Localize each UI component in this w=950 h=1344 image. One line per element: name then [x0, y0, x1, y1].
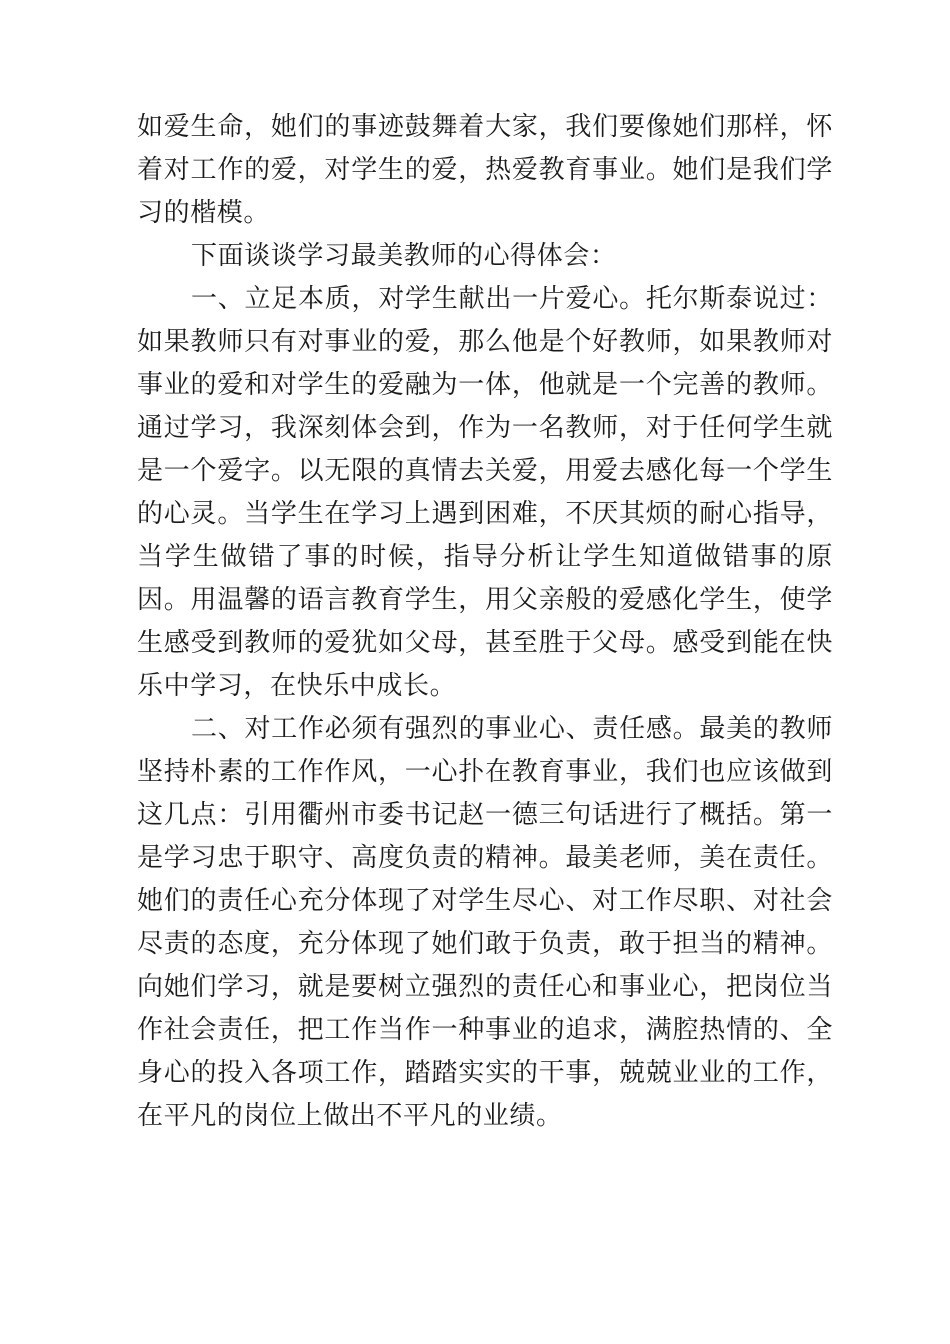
paragraph-point-one: 一、立足本质，对学生献出一片爱心。托尔斯泰说过：如果教师只有对事业的爱，那么他是个好教师，如果教师对事业的爱和对学生的爱融为一体，他就是一个完善的教师。通过学习，我深刻体会到，作为一名教师，对于任何学生就是一个爱字。以无限的真情去关爱，用爱去感化每一个学生的心灵。当学生在学习上遇到困难，不厌其烦的耐心指导，当学生做错了事的时候，指导分析让学生知道做错事的原因。用温馨的语言教育学生，用父亲般的爱感化学生，使学生感受到教师的爱犹如父母，甚至胜于父母。感受到能在快乐中学习，在快乐中成长。: [137, 284, 833, 701]
paragraph-intro: 下面谈谈学习最美教师的心得体会：: [191, 241, 617, 271]
document-body: [137, 106, 833, 1138]
paragraph-point-two: 二、对工作必须有强烈的事业心、责任感。最美的教师坚持朴素的工作作风，一心扑在教育事业，我们也应该做到这几点：引用衢州市委书记赵一德三句话进行了概括。第一是学习忠于职守、高度负责的精神。最美老师，美在责任。她们的责任心充分体现了对学生尽心、对工作尽职、对社会尽责的态度，充分体现了她们敢于负责，敢于担当的精神。向她们学习，就是要树立强烈的责任心和事业心，把岗位当作社会责任，把工作当作一种事业的追求，满腔热情的、全身心的投入各项工作，踏踏实实的干事，兢兢业业的工作，在平凡的岗位上做出不平凡的业绩。: [137, 714, 833, 1131]
paragraph-continuation: 如爱生命，她们的事迹鼓舞着大家，我们要像她们那样，怀着对工作的爱，对学生的爱，热爱教育事业。她们是我们学习的楷模。: [137, 112, 833, 228]
